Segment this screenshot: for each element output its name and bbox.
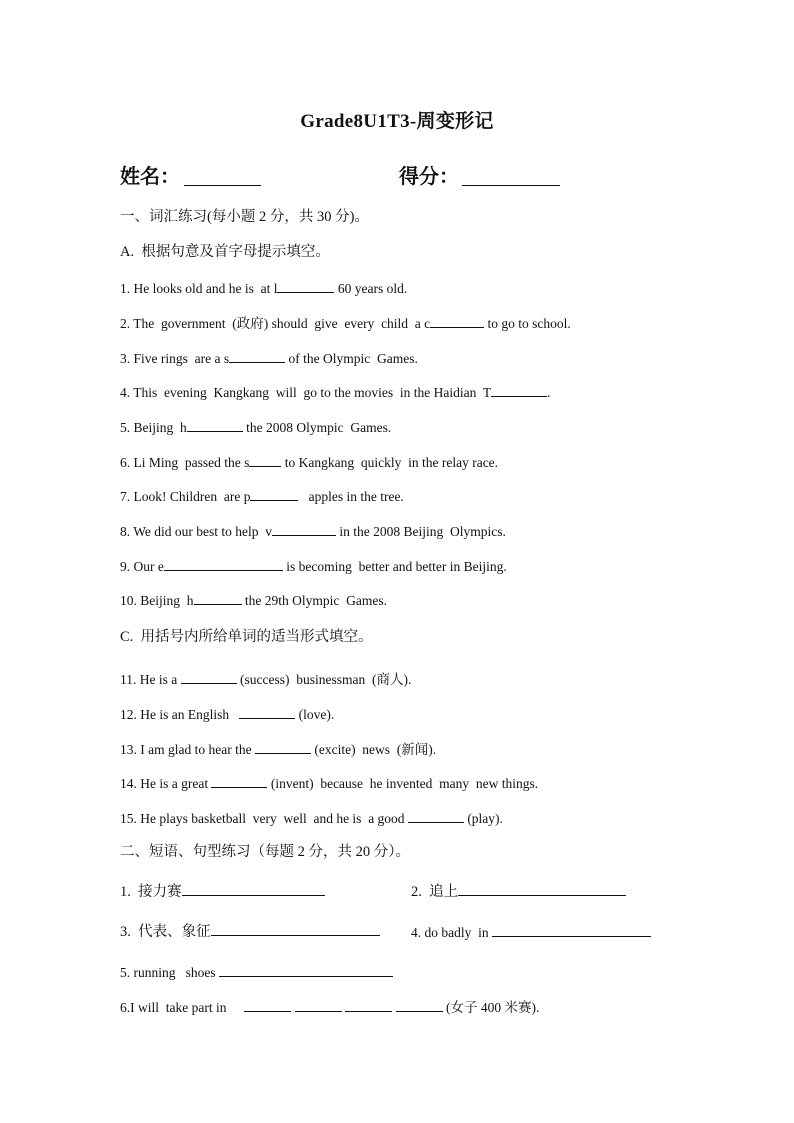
item-text: 4. This evening Kangkang will go to the movies in the Haidian T	[120, 385, 492, 400]
answer-blank[interactable]	[229, 349, 285, 363]
answer-blank[interactable]	[396, 998, 443, 1012]
item-text: the 29th Olympic Games.	[241, 593, 387, 608]
partA-heading: A. 根据句意及首字母提示填空。	[120, 244, 330, 260]
item-text: apples in the tree.	[298, 489, 404, 504]
item-text: 13. I am glad to hear the	[120, 742, 255, 757]
answer-blank[interactable]	[244, 998, 291, 1012]
answer-blank[interactable]	[458, 882, 626, 896]
section1-heading: 一、词汇练习(每小题 2 分，共 30 分)。	[120, 209, 369, 225]
list-item	[120, 279, 407, 298]
phrase-item	[120, 922, 380, 941]
phrase-item	[120, 882, 325, 901]
item-text: 4. do badly in	[411, 925, 492, 940]
answer-blank[interactable]	[181, 670, 237, 684]
item-text: 3. Five rings are a s	[120, 351, 230, 366]
item-text: 12. He is an English	[120, 707, 240, 722]
answer-blank[interactable]	[295, 998, 342, 1012]
list-item	[120, 740, 436, 759]
answer-blank[interactable]	[250, 487, 298, 501]
item-text: 6. Li Ming passed the s	[120, 455, 250, 470]
item-text: 2. 追上	[411, 884, 459, 900]
phrase-item	[120, 998, 539, 1017]
item-text: 9. Our e	[120, 559, 164, 574]
item-text: 1. 接力赛	[120, 884, 182, 900]
item-text: in the 2008 Beijing Olympics.	[336, 524, 506, 539]
item-text: 3. 代表、象征	[120, 924, 211, 940]
item-text: (女子 400 米赛).	[442, 1000, 540, 1015]
answer-blank[interactable]	[277, 279, 334, 293]
item-text: of the Olympic Games.	[285, 351, 418, 366]
item-text: 14. He is a great	[120, 776, 212, 791]
answer-blank[interactable]	[491, 383, 547, 397]
item-text: 15. He plays basketball very well and he is a good	[120, 811, 408, 826]
list-item	[120, 670, 411, 689]
list-item	[120, 774, 538, 793]
item-text: the 2008 Olympic Games.	[242, 420, 392, 435]
item-text: to go to school.	[484, 316, 571, 331]
list-item	[120, 418, 391, 437]
score-blank[interactable]	[462, 185, 560, 186]
list-item	[120, 591, 387, 610]
name-label: 姓名：	[120, 166, 180, 188]
list-item	[120, 487, 404, 506]
answer-blank[interactable]	[239, 705, 295, 719]
list-item	[120, 557, 507, 576]
page-title: Grade8U1T3-周变形记	[300, 111, 494, 132]
partC-heading: C. 用括号内所给单词的适当形式填空。	[120, 629, 373, 645]
answer-blank[interactable]	[211, 774, 267, 788]
answer-blank[interactable]	[249, 453, 281, 467]
item-text: 6.I will take part in	[120, 1000, 227, 1015]
item-text: (excite) news (新闻).	[310, 742, 437, 757]
list-item	[120, 349, 418, 368]
item-text: 7. Look! Children are p	[120, 489, 251, 504]
item-text: 5. Beijing h	[120, 420, 187, 435]
phrase-item	[120, 963, 393, 982]
answer-blank[interactable]	[219, 963, 393, 977]
item-text: 60 years old.	[334, 281, 408, 296]
item-text: 10. Beijing h	[120, 593, 194, 608]
item-text: (success) businessman (商人).	[236, 672, 412, 687]
answer-blank[interactable]	[255, 740, 311, 754]
list-item	[120, 314, 571, 333]
name-score-row	[120, 160, 680, 190]
item-text: is becoming better and better in Beijing.	[282, 559, 507, 574]
item-text: 11. He is a	[120, 672, 181, 687]
item-text: (invent) because he invented many new things.	[267, 776, 539, 791]
item-text: (love).	[295, 707, 335, 722]
item-text: 5. running shoes	[120, 965, 219, 980]
list-item	[120, 383, 550, 402]
phrase-item	[411, 882, 626, 901]
answer-blank[interactable]	[272, 522, 336, 536]
list-item	[120, 809, 503, 828]
answer-blank[interactable]	[430, 314, 484, 328]
item-text: to Kangkang quickly in the relay race.	[281, 455, 499, 470]
item-text: .	[547, 385, 551, 400]
answer-blank[interactable]	[182, 882, 325, 896]
phrase-item	[411, 923, 651, 942]
item-text: 8. We did our best to help v	[120, 524, 273, 539]
item-text: 2. The government (政府) should give every child a c	[120, 316, 431, 331]
list-item	[120, 453, 498, 472]
answer-blank[interactable]	[492, 923, 651, 937]
answer-blank[interactable]	[164, 557, 283, 571]
answer-blank[interactable]	[408, 809, 464, 823]
answer-blank[interactable]	[211, 922, 380, 936]
item-text: (play).	[463, 811, 503, 826]
section2-heading: 二、短语、句型练习（每题 2 分，共 20 分）。	[120, 844, 410, 860]
name-blank[interactable]	[184, 185, 261, 186]
score-label: 得分：	[399, 166, 459, 188]
answer-blank[interactable]	[187, 418, 243, 432]
answer-blank[interactable]	[345, 998, 392, 1012]
answer-blank[interactable]	[194, 591, 242, 605]
list-item	[120, 522, 506, 541]
list-item	[120, 705, 334, 724]
item-text: 1. He looks old and he is at l	[120, 281, 278, 296]
